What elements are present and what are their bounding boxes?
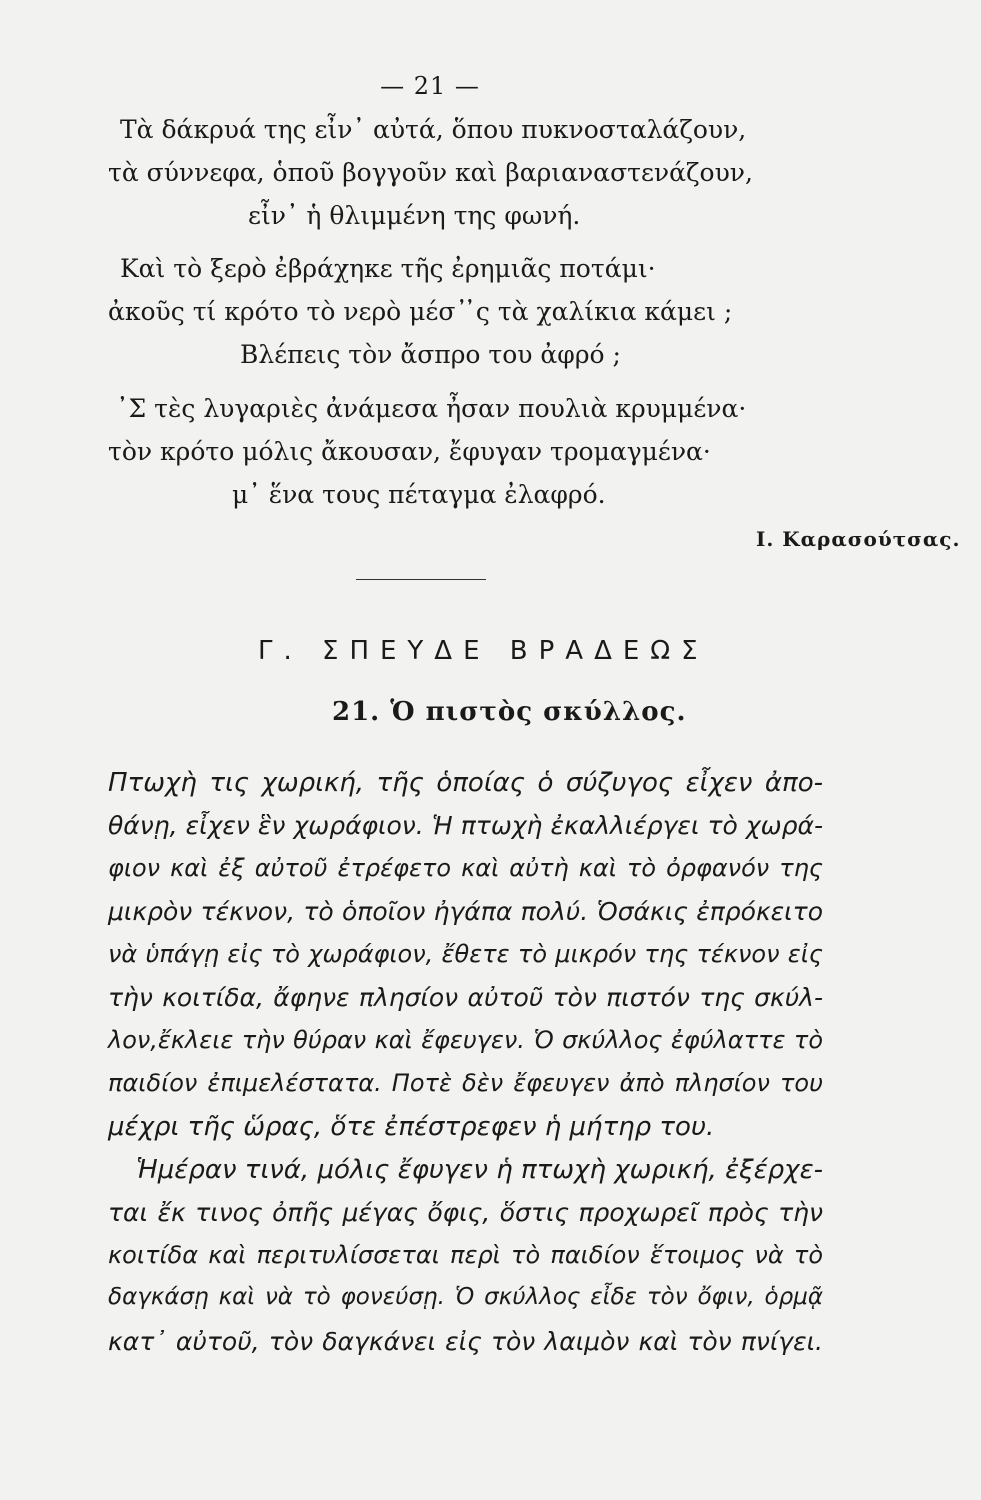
story-line: θάνῃ, εἶχεν ἓν χωράφιον. Ἡ πτωχὴ ἐκαλλιέργει τὸ χωρά- [108, 811, 823, 840]
story-title: 21. Ὁ πιστὸς σκύλλος. [332, 697, 687, 727]
story-line: μέχρι τῆς ὥρας, ὅτε ἐπέστρεφεν ἡ μήτηρ του. [108, 1112, 715, 1142]
poem-line: εἶν᾽ ἡ θλιμμένη της φωνή. [248, 201, 581, 230]
poem-line: μ᾽ ἕνα τους πέταγμα ἐλαφρό. [232, 480, 606, 509]
story-line: ται ἔκ τινος ὀπῆς μέγας ὄφις, ὅστις προχωρεῖ πρὸς τὴν [108, 1198, 823, 1227]
story-line: Ἡμέραν τινά, μόλις ἔφυγεν ἡ πτωχὴ χωρική, ἐξέρχε- [136, 1155, 823, 1185]
poem-line: τὸν κρότο μόλις ἄκουσαν, ἔφυγαν τρομαγμένα· [108, 437, 711, 466]
story-line: κοιτίδα καὶ περιτυλίσσεται περὶ τὸ παιδίον ἕτοιμος νὰ τὸ [108, 1241, 823, 1269]
poem-line: ᾿Σ τὲς λυγαριὲς ἀνάμεσα ἦσαν πουλιὰ κρυμμένα· [116, 394, 747, 423]
story-line: λον,ἔκλειε τὴν θύραν καὶ ἔφευγεν. Ὁ σκύλλος ἐφύλαττε τὸ [108, 1026, 823, 1054]
page-number: — 21 — [380, 72, 480, 100]
poem-line: Βλέπεις τὸν ἄσπρο του ἀφρό ; [240, 340, 621, 369]
poem-line: Καὶ τὸ ξερὸ ἐβράχηκε τῆς ἐρημιᾶς ποτάμι· [120, 254, 656, 283]
story-line: δαγκάσῃ καὶ νὰ τὸ φονεύσῃ. Ὁ σκύλλος εἶδε τὸν ὄφιν, ὁρμᾷ [108, 1284, 823, 1310]
poem-signature: Ι. Καρασούτσας. [756, 527, 961, 551]
story-line: φιον καὶ ἐξ αὐτοῦ ἐτρέφετο καὶ αὐτὴ καὶ τὸ ὀρφανόν της [108, 854, 823, 882]
story-line: παιδίον ἐπιμελέστατα. Ποτὲ δὲν ἔφευγεν ἀπὸ πλησίον του [108, 1069, 823, 1097]
section-heading: Γ. ΣΠΕΥΔΕ ΒΡΑΔΕΩΣ [258, 636, 709, 666]
story-line: κατ᾽ αὐτοῦ, τὸν δαγκάνει εἰς τὸν λαιμὸν καὶ τὸν πνίγει. [108, 1327, 823, 1356]
story-line: νὰ ὑπάγῃ εἰς τὸ χωράφιον, ἔθετε τὸ μικρόν της τέκνον εἰς [108, 940, 823, 968]
poem-line: ἀκοῦς τί κρότο τὸ νερὸ μέσ᾽ ̓ς τὰ χαλίκια κάμει ; [108, 297, 733, 326]
poem-line: τὰ σύννεφα, ὁποῦ βογγοῦν καὶ βαριαναστενάζουν, [108, 158, 753, 187]
story-line: τὴν κοιτίδα, ἄφηνε πλησίον αὐτοῦ τὸν πιστόν της σκύλ- [108, 983, 823, 1012]
poem-line: Τὰ δάκρυά της εἶν᾽ αὐτά, ὅπου πυκνοσταλάζουν, [120, 115, 747, 144]
divider-rule [356, 579, 486, 580]
story-line: μικρὸν τέκνον, τὸ ὁποῖον ἠγάπα πολύ. Ὁσάκις ἐπρόκειτο [108, 897, 823, 926]
story-line: Πτωχὴ τις χωρική, τῆς ὁποίας ὁ σύζυγος εἶχεν ἀπο- [108, 768, 823, 798]
